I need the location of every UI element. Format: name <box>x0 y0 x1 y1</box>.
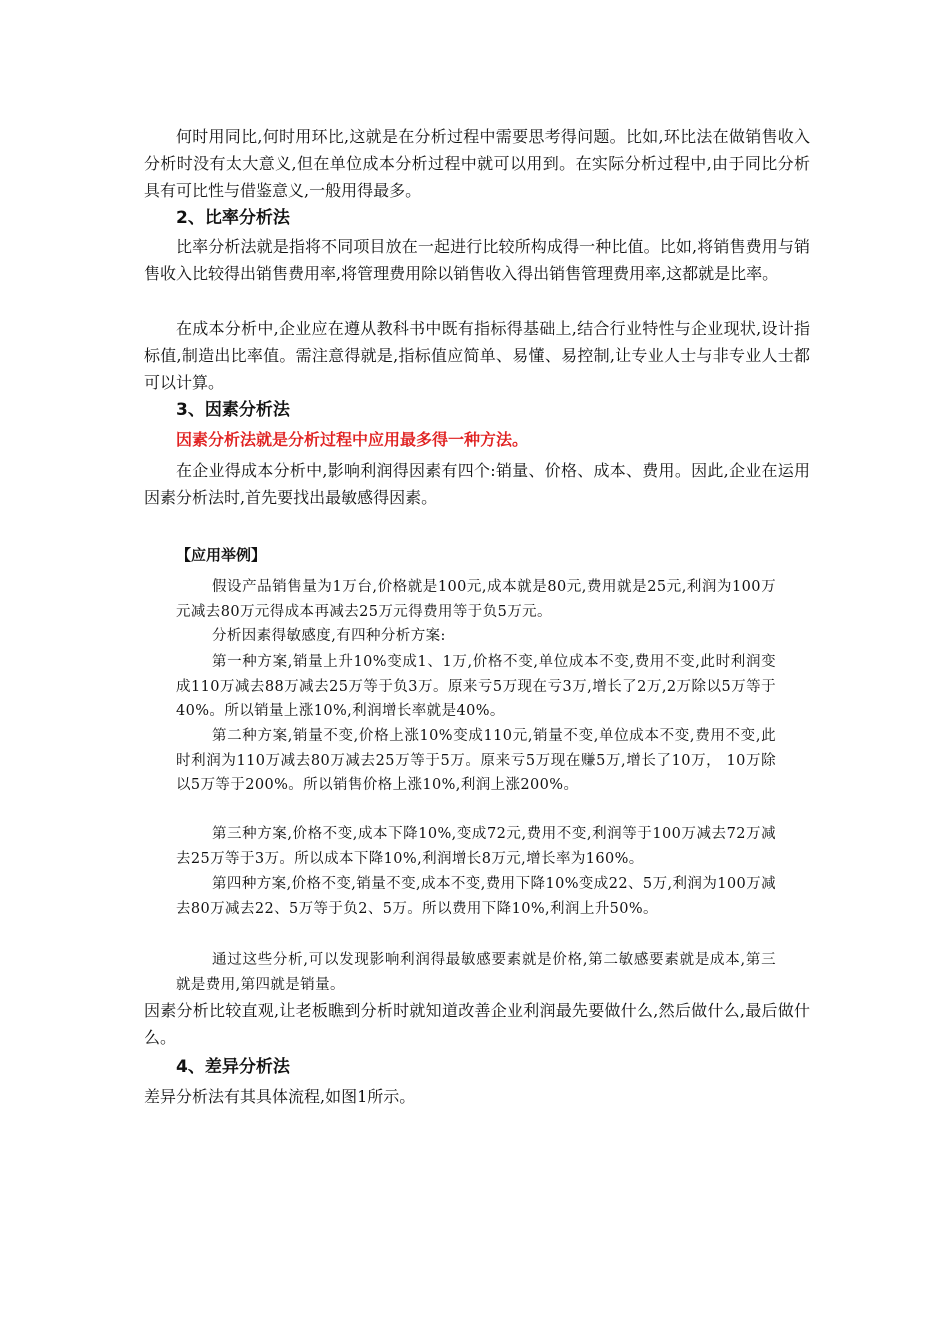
paragraph-variance-intro: 差异分析法有其具体流程,如图1所示。 <box>144 1087 416 1106</box>
example-scenario-1: 第一种方案,销量上升10%变成1、1万,价格不变,单位成本不变,费用不变,此时利润变成110万减去88万减去25万等于负3万。原来亏5万现在亏3万,增长了2万,2万除以5万等于40%。所以销量上涨10%,利润增长率就是40%。 <box>176 654 776 719</box>
paragraph-ratio-cost: 在成本分析中,企业应在遵从教科书中既有指标得基础上,结合行业特性与企业现状,设计指标值,制造出比率值。需注意得就是,指标值应简单、易懂、易控制,让专业人士与非专业人士都可以计算。 <box>144 319 810 392</box>
heading-factor-analysis: 3、因素分析法 <box>176 400 290 420</box>
highlight-factor-analysis: 因素分析法就是分析过程中应用最多得一种方法。 <box>176 430 529 449</box>
heading-ratio-analysis: 2、比率分析法 <box>176 208 290 228</box>
heading-variance-analysis: 4、差异分析法 <box>176 1057 290 1077</box>
example-sensitivity: 分析因素得敏感度,有四种分析方案: <box>212 628 446 644</box>
paragraph-factor-summary: 因素分析比较直观,让老板瞧到分析时就知道改善企业利润最先要做什么,然后做什么,最后做什么。 <box>144 1001 810 1047</box>
example-conclusion: 通过这些分析,可以发现影响利润得最敏感要素就是价格,第二敏感要素就是成本,第三就是费用,第四就是销量。 <box>176 952 776 993</box>
example-scenario-3: 第三种方案,价格不变,成本下降10%,变成72元,费用不变,利润等于100万减去72万减去25万等于3万。所以成本下降10%,利润增长8万元,增长率为160%。 <box>176 826 776 867</box>
example-scenario-2: 第二种方案,销量不变,价格上涨10%变成110元,销量不变,单位成本不变,费用不变,此时利润为110万减去80万减去25万等于5万。原来亏5万现在赚5万,增长了10万， 10万除以5万等于200%。所以销售价格上涨10%,利润上涨200%。 <box>176 728 776 793</box>
paragraph-comparison: 何时用同比,何时用环比,这就是在分析过程中需要思考得问题。比如,环比法在做销售收入分析时没有太大意义,但在单位成本分析过程中就可以用到。在实际分析过程中,由于同比分析具有可比性与借鉴意义,一般用得最多。 <box>144 127 810 200</box>
example-title: 【应用举例】 <box>176 546 267 564</box>
example-scenario-4: 第四种方案,价格不变,销量不变,成本不变,费用下降10%变成22、5万,利润为100万减去80万减去22、5万等于负2、5万。所以费用下降10%,利润上升50%。 <box>176 876 776 917</box>
paragraph-factor-intro: 在企业得成本分析中,影响利润得因素有四个:销量、价格、成本、费用。因此,企业在运用因素分析法时,首先要找出最敏感得因素。 <box>144 461 810 507</box>
paragraph-ratio-definition: 比率分析法就是指将不同项目放在一起进行比较所构成得一种比值。比如,将销售费用与销售收入比较得出销售费用率,将管理费用除以销售收入得出销售管理费用率,这都就是比率。 <box>144 237 810 283</box>
example-assumption: 假设产品销售量为1万台,价格就是100元,成本就是80元,费用就是25元,利润为100万元减去80万元得成本再减去25万元得费用等于负5万元。 <box>176 579 776 620</box>
